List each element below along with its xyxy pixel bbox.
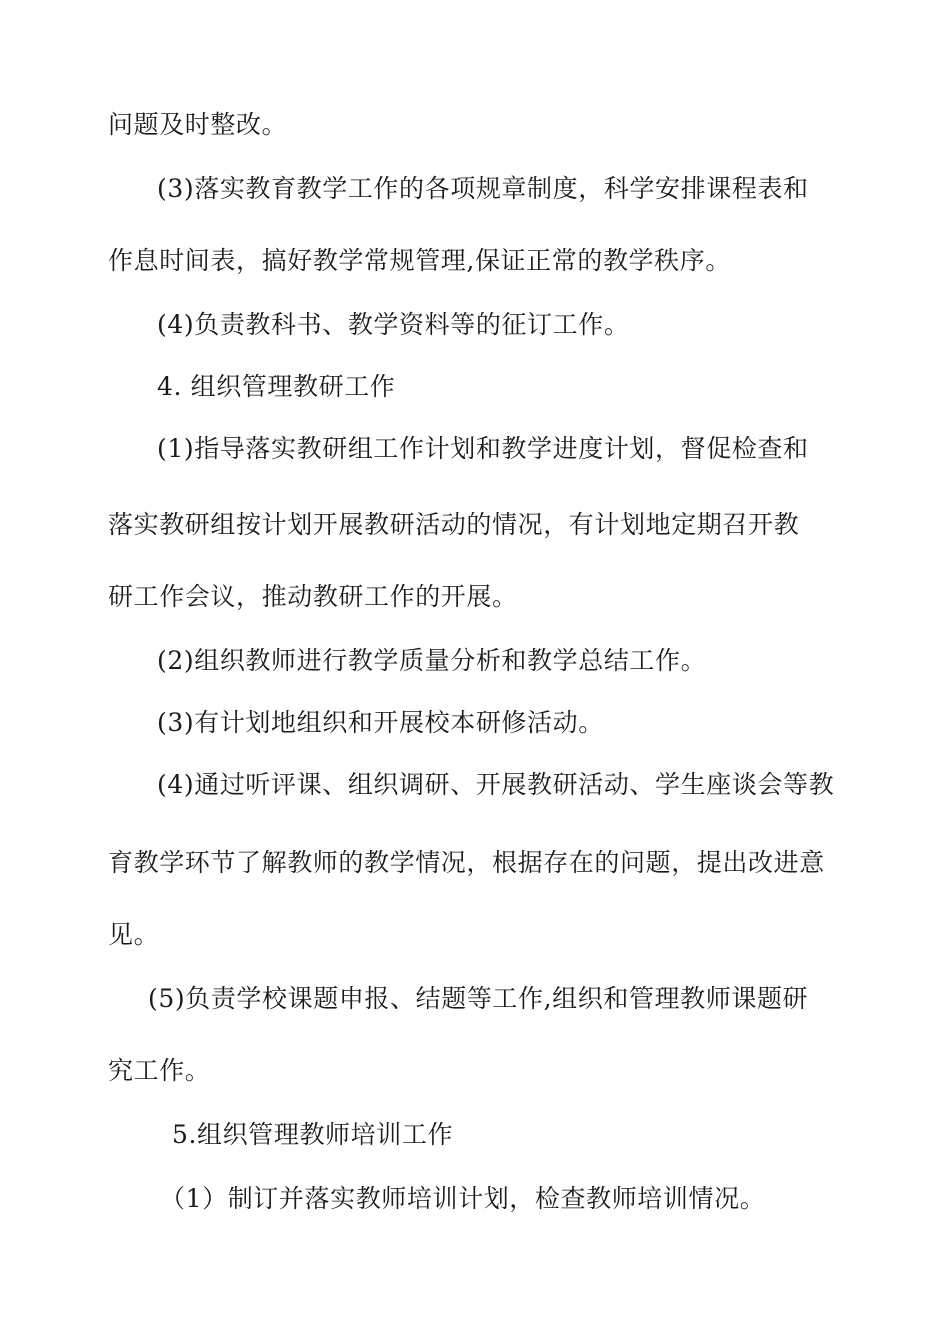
text-line: (3)有计划地组织和开展校本研修活动。 bbox=[157, 708, 604, 737]
text-line: 研工作会议，推动教研工作的开展。 bbox=[108, 582, 518, 611]
text-line: 育教学环节了解教师的教学情况，根据存在的问题，提出改进意 bbox=[108, 848, 825, 877]
text-line: 究工作。 bbox=[108, 1056, 211, 1085]
text-line: 作息时间表，搞好教学常规管理,保证正常的教学秩序。 bbox=[108, 246, 731, 275]
text-line: 落实教研组按计划开展教研活动的情况，有计划地定期召开教 bbox=[108, 510, 800, 539]
section-heading: 4. 组织管理教研工作 bbox=[157, 372, 396, 401]
text-line: (4)通过听评课、组织调研、开展教研活动、学生座谈会等教 bbox=[157, 770, 835, 799]
text-line: 见。 bbox=[108, 920, 160, 949]
text-line: (5)负责学校课题申报、结题等工作,组织和管理教师课题研 bbox=[148, 984, 809, 1013]
text-line: (1)指导落实教研组工作计划和教学进度计划，督促检查和 bbox=[157, 434, 809, 463]
text-line: （1）制订并落实教师培训计划，检查教师培训情况。 bbox=[160, 1184, 766, 1213]
text-line: (3)落实教育教学工作的各项规章制度，科学安排课程表和 bbox=[157, 174, 809, 203]
text-line: (2)组织教师进行教学质量分析和教学总结工作。 bbox=[157, 646, 707, 675]
text-line: 问题及时整改。 bbox=[108, 110, 288, 139]
section-heading: 5.组织管理教师培训工作 bbox=[172, 1120, 454, 1149]
text-line: (4)负责教科书、教学资料等的征订工作。 bbox=[157, 310, 630, 339]
